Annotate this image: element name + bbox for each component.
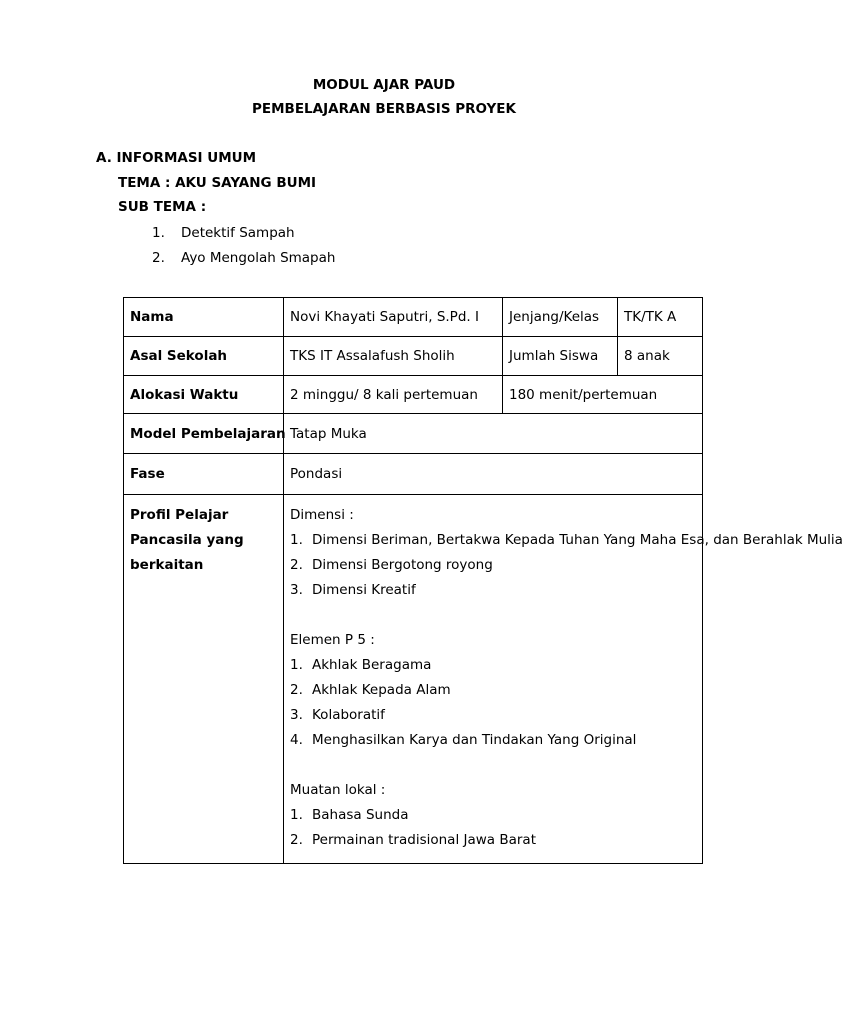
list-item xyxy=(290,553,696,578)
list-item xyxy=(290,803,696,828)
sub-tema-item-number: 1. xyxy=(152,225,165,241)
list-item-number: 2. xyxy=(290,557,303,573)
list-item xyxy=(290,653,696,678)
table-row xyxy=(124,414,703,454)
list-item-text: Dimensi Kreatif xyxy=(312,582,416,598)
sub-tema-item xyxy=(152,225,295,241)
list-item xyxy=(290,728,696,753)
dimensi-heading: Dimensi : xyxy=(290,507,354,523)
document-title: MODUL AJAR PAUD xyxy=(312,77,456,93)
alokasi-waktu-label: Alokasi Waktu xyxy=(124,376,284,414)
document-subtitle: PEMBELAJARAN BERBASIS PROYEK xyxy=(252,101,516,117)
list-item-text: Kolaboratif xyxy=(312,707,385,723)
jumlah-siswa-value: 8 anak xyxy=(618,337,703,376)
profil-label-line: berkaitan xyxy=(130,557,204,573)
jenjang-label: Jenjang/Kelas xyxy=(503,298,618,337)
spacer xyxy=(290,753,696,778)
spacer xyxy=(290,603,696,628)
list-item-text: Akhlak Kepada Alam xyxy=(312,682,451,698)
list-item-text: Bahasa Sunda xyxy=(312,807,409,823)
profil-label-line: Profil Pelajar xyxy=(130,507,229,523)
table-row xyxy=(124,337,703,376)
list-item-number: 1. xyxy=(290,807,303,823)
list-item-text: Menghasilkan Karya dan Tindakan Yang Original xyxy=(312,732,637,748)
list-item-number: 2. xyxy=(290,832,303,848)
table-row xyxy=(124,298,703,337)
tema-line: TEMA : AKU SAYANG BUMI xyxy=(118,175,317,191)
list-item-number: 4. xyxy=(290,732,303,748)
table-row xyxy=(124,454,703,495)
list-item-text: Akhlak Beragama xyxy=(312,657,432,673)
alokasi-waktu-per-meeting: 180 menit/pertemuan xyxy=(503,376,703,414)
profil-pelajar-label xyxy=(124,495,284,864)
muatan-lokal-heading: Muatan lokal : xyxy=(290,782,386,798)
model-pembelajaran-value: Tatap Muka xyxy=(284,414,703,454)
profil-pelajar-content xyxy=(284,495,843,864)
alokasi-waktu-value: 2 minggu/ 8 kali pertemuan xyxy=(284,376,503,414)
jenjang-value: TK/TK A xyxy=(618,298,703,337)
list-item-text: Dimensi Bergotong royong xyxy=(312,557,493,573)
sub-tema-item xyxy=(152,250,335,266)
section-heading-informasi-umum: A. INFORMASI UMUM xyxy=(96,150,257,166)
asal-sekolah-value: TKS IT Assalafush Sholih xyxy=(284,337,503,376)
sub-tema-label: SUB TEMA : xyxy=(118,199,207,215)
fase-value: Pondasi xyxy=(284,454,703,495)
list-item xyxy=(290,578,696,603)
list-item-number: 2. xyxy=(290,682,303,698)
table-row xyxy=(124,376,703,414)
list-item-text: Dimensi Beriman, Bertakwa Kepada Tuhan Yang Maha Esa, dan Berahlak Mulia xyxy=(312,532,843,548)
list-item xyxy=(290,678,696,703)
list-item-text: Permainan tradisional Jawa Barat xyxy=(312,832,536,848)
list-item-number: 1. xyxy=(290,532,303,548)
list-item xyxy=(290,828,696,853)
info-table xyxy=(123,297,843,864)
list-item xyxy=(290,703,696,728)
nama-value: Novi Khayati Saputri, S.Pd. I xyxy=(284,298,503,337)
list-item xyxy=(290,528,843,553)
jumlah-siswa-label: Jumlah Siswa xyxy=(503,337,618,376)
sub-tema-item-number: 2. xyxy=(152,250,165,266)
list-item-number: 1. xyxy=(290,657,303,673)
table-row xyxy=(124,495,703,864)
fase-label: Fase xyxy=(124,454,284,495)
asal-sekolah-label: Asal Sekolah xyxy=(124,337,284,376)
list-item-number: 3. xyxy=(290,582,303,598)
profil-label-line: Pancasila yang xyxy=(130,532,244,548)
list-item-number: 3. xyxy=(290,707,303,723)
sub-tema-item-text: Detektif Sampah xyxy=(181,225,295,241)
elemen-heading: Elemen P 5 : xyxy=(290,632,375,648)
nama-label: Nama xyxy=(124,298,284,337)
sub-tema-item-text: Ayo Mengolah Smapah xyxy=(181,250,336,266)
model-pembelajaran-label: Model Pembelajaran xyxy=(124,414,284,454)
